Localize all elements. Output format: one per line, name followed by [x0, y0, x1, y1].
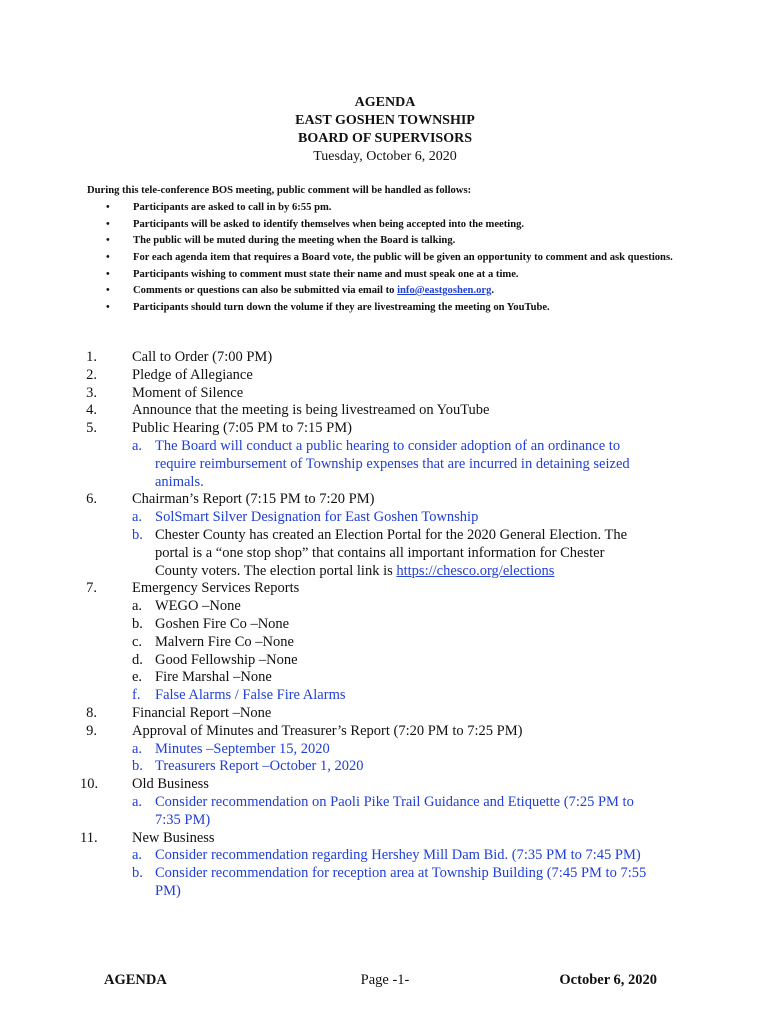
- notice-item: • Comments or questions can also be submitted via email to info@eastgoshen.org.: [87, 283, 687, 300]
- header-organization: EAST GOSHEN TOWNSHIP: [295, 113, 475, 128]
- agenda-subitem-line-text: Consider recommendation for reception area at Township Building (7:45 PM to 7:55: [155, 865, 647, 882]
- agenda-subitem-text: [155, 598, 700, 616]
- agenda-subitem-letter: e.: [132, 669, 143, 686]
- agenda-subitem-line-text: 7:35 PM): [155, 811, 211, 828]
- agenda-subitem-line: [155, 456, 700, 474]
- agenda-subitem-line: [155, 812, 700, 830]
- agenda-subitem: [80, 438, 700, 491]
- notice-item: • Participants wishing to comment must state their name and must speak one at a time.: [87, 267, 687, 284]
- agenda-subitem: [80, 794, 700, 830]
- agenda-subitem-letter: d.: [132, 651, 143, 668]
- agenda-subitem-text: [155, 616, 700, 634]
- agenda-item-number: 10.: [80, 776, 99, 793]
- agenda-subitem-line: [155, 616, 700, 634]
- agenda-item-number: 8.: [86, 704, 97, 721]
- agenda-subitem-line-text: Consider recommendation on Paoli Pike Trail Guidance and Etiquette (7:25 PM to: [155, 793, 634, 810]
- agenda-item: [80, 830, 700, 848]
- agenda-subitem-letter: f.: [132, 687, 141, 704]
- bullet-icon: •: [106, 251, 110, 263]
- agenda-subitem: [80, 509, 700, 527]
- agenda-subitem-line: [155, 883, 700, 901]
- email-link[interactable]: info@eastgoshen.org: [397, 285, 492, 296]
- agenda-subitem-letter: a.: [132, 598, 143, 615]
- public-comment-notice: [87, 184, 687, 316]
- agenda-subitem: [80, 652, 700, 670]
- agenda-item: [80, 705, 700, 723]
- agenda-subitem-line: [155, 634, 700, 652]
- bullet-icon: •: [106, 202, 110, 213]
- agenda-subitem-line-text: Consider recommendation regarding Hershey Mill Dam Bid. (7:35 PM to 7:45 PM): [155, 847, 641, 864]
- agenda-subitem-line-text: County voters. The election portal link is: [155, 562, 393, 579]
- agenda-subitem-line-text: Malvern Fire Co –None: [155, 633, 294, 650]
- bullet-icon: •: [106, 301, 110, 313]
- notice-item: • Participants will be asked to identify themselves when being accepted into the meeting.: [87, 217, 687, 234]
- notice-item: • Participants are asked to call in by 6:55 pm.: [87, 200, 687, 217]
- agenda-item-number: 7.: [86, 580, 97, 597]
- agenda-subitem-line-text: require reimbursement of Township expenses that are incurred in detaining seized: [155, 455, 630, 472]
- agenda-item: [80, 402, 700, 420]
- agenda-item: [80, 420, 700, 438]
- agenda-item-number: 11.: [80, 829, 98, 846]
- agenda-subitem: [80, 598, 700, 616]
- agenda-subitem-line: [155, 474, 700, 492]
- agenda-subitem-line: [155, 687, 700, 705]
- agenda-subitem-line-text: Fire Marshal –None: [155, 669, 272, 686]
- agenda-subitem-text: [155, 634, 700, 652]
- agenda-item: [80, 580, 700, 598]
- agenda-item: [80, 367, 700, 385]
- agenda-item: [80, 776, 700, 794]
- agenda-subitem-letter: a.: [132, 847, 143, 864]
- agenda-subitem-line-text: SolSmart Silver Designation for East Goshen Township: [155, 509, 479, 526]
- agenda-subitem-line-text: portal is a “one stop shop” that contains all important information for Chester: [155, 544, 605, 561]
- agenda-subitem-text: [155, 669, 700, 687]
- agenda-subitem-text: [155, 865, 700, 901]
- header-title: AGENDA: [354, 95, 416, 110]
- agenda-subitem-line: [155, 758, 700, 776]
- agenda-item-text: Financial Report –None: [132, 704, 272, 721]
- agenda-item-number: 1.: [86, 349, 97, 365]
- agenda-subitem-line-text: Treasurers Report –October 1, 2020: [155, 758, 364, 775]
- footer-title: AGENDA: [104, 972, 167, 988]
- agenda-subitem-text: [155, 794, 700, 830]
- agenda-item-text: Approval of Minutes and Treasurer’s Report (7:20 PM to 7:25 PM): [132, 722, 523, 739]
- agenda-subitem-letter: c.: [132, 633, 143, 650]
- agenda-subitem-line: [155, 527, 700, 545]
- agenda-subitem-line-text: WEGO –None: [155, 598, 241, 615]
- agenda-subitem-line-text: animals.: [155, 473, 204, 490]
- agenda-subitem-line: [155, 509, 700, 527]
- agenda-subitem-line-text: Chester County has created an Election Portal for the 2020 General Election. The: [155, 526, 628, 543]
- agenda-subitem-line-text: Goshen Fire Co –None: [155, 615, 290, 632]
- agenda-subitem-line: [155, 545, 700, 563]
- agenda-item-text: Old Business: [132, 776, 209, 793]
- agenda-subitem-line-text: The Board will conduct a public hearing to consider adoption of an ordinance to: [155, 437, 621, 454]
- agenda-subitem: [80, 847, 700, 865]
- agenda-item: [80, 349, 700, 367]
- agenda-item-text: New Business: [132, 829, 215, 846]
- agenda-item-text: Public Hearing (7:05 PM to 7:15 PM): [132, 420, 352, 437]
- agenda-subitem-letter: b.: [132, 758, 143, 775]
- agenda-subitem-text: [155, 438, 700, 491]
- header-board: BOARD OF SUPERVISORS: [297, 131, 472, 146]
- agenda-subitem-letter: b.: [132, 615, 143, 632]
- notice-list: [87, 200, 687, 316]
- agenda-item: [80, 385, 700, 403]
- agenda-subitem: [80, 669, 700, 687]
- notice-item: • Participants should turn down the volume if they are livestreaming the meeting on YouTube.: [87, 300, 687, 317]
- agenda-subitem-letter: b.: [132, 526, 143, 543]
- agenda-item-number: 2.: [86, 366, 97, 383]
- bullet-icon: •: [106, 218, 110, 230]
- notice-item: • The public will be muted during the meeting when the Board is talking.: [87, 233, 687, 250]
- document-header: [0, 94, 770, 166]
- agenda-item-number: 3.: [86, 384, 97, 401]
- agenda-subitem-letter: a.: [132, 437, 143, 454]
- agenda-item: [80, 723, 700, 741]
- header-date: Tuesday, October 6, 2020: [313, 149, 457, 164]
- agenda-item-number: 9.: [86, 722, 97, 739]
- agenda-subitem-letter: b.: [132, 865, 143, 882]
- agenda-subitem-text: [155, 652, 700, 670]
- agenda-subitem-line: [155, 598, 700, 616]
- agenda-item-text: Chairman’s Report (7:15 PM to 7:20 PM): [132, 491, 375, 508]
- footer-date: October 6, 2020: [559, 972, 657, 988]
- agenda-item-text: Pledge of Allegiance: [132, 366, 253, 383]
- agenda-item-text: Announce that the meeting is being livestreamed on YouTube: [132, 402, 490, 419]
- agenda-subitem: [80, 741, 700, 759]
- agenda-subitem-line: [155, 652, 700, 670]
- election-portal-link[interactable]: https://chesco.org/elections: [396, 562, 555, 579]
- agenda-subitem-line-text: PM): [155, 882, 181, 899]
- agenda-item-text: Call to Order (7:00 PM): [132, 349, 273, 365]
- agenda-subitem-text: [155, 847, 700, 865]
- agenda-item-text: Emergency Services Reports: [132, 580, 300, 597]
- agenda-subitem-line: [155, 741, 700, 759]
- agenda-subitem-line-text: False Alarms / False Fire Alarms: [155, 687, 346, 704]
- agenda-subitem: [80, 865, 700, 901]
- agenda-subitem: [80, 758, 700, 776]
- agenda-item-number: 6.: [86, 491, 97, 508]
- bullet-icon: •: [106, 285, 110, 296]
- notice-intro: During this tele-conference BOS meeting, public comment will be handled as follows:: [87, 185, 472, 196]
- agenda-item-number: 4.: [86, 402, 97, 419]
- agenda-subitem-line: [155, 794, 700, 812]
- page-number: Page -1-: [360, 972, 410, 988]
- agenda-subitem-text: [155, 687, 700, 705]
- agenda-subitem-line-text: Good Fellowship –None: [155, 651, 298, 668]
- agenda-subitem-text: [155, 527, 700, 580]
- agenda-subitem-line: [155, 865, 700, 883]
- agenda-subitem-line: [155, 669, 700, 687]
- bullet-icon: •: [106, 235, 110, 246]
- agenda-item-text: Moment of Silence: [132, 384, 244, 401]
- agenda-subitem-line: [155, 563, 700, 581]
- agenda-subitem: [80, 634, 700, 652]
- agenda-item-number: 5.: [86, 420, 97, 437]
- bullet-icon: •: [106, 268, 110, 280]
- agenda-subitem: [80, 687, 700, 705]
- agenda-subitem: [80, 616, 700, 634]
- agenda-subitem-text: [155, 741, 700, 759]
- agenda-item: [80, 491, 700, 509]
- agenda-list: [80, 349, 700, 901]
- agenda-subitem-line: [155, 438, 700, 456]
- agenda-subitem-text: [155, 509, 700, 527]
- agenda-subitem-letter: a.: [132, 793, 143, 810]
- page-footer: [0, 972, 770, 992]
- agenda-subitem-letter: a.: [132, 740, 143, 757]
- agenda-subitem: [80, 527, 700, 580]
- notice-item: • For each agenda item that requires a Board vote, the public will be given an opportunity to comment and ask questions.: [106, 251, 673, 263]
- agenda-subitem-line: [155, 847, 700, 865]
- agenda-subitem-line-text: Minutes –September 15, 2020: [155, 740, 330, 757]
- agenda-subitem-letter: a.: [132, 509, 143, 526]
- agenda-subitem-text: [155, 758, 700, 776]
